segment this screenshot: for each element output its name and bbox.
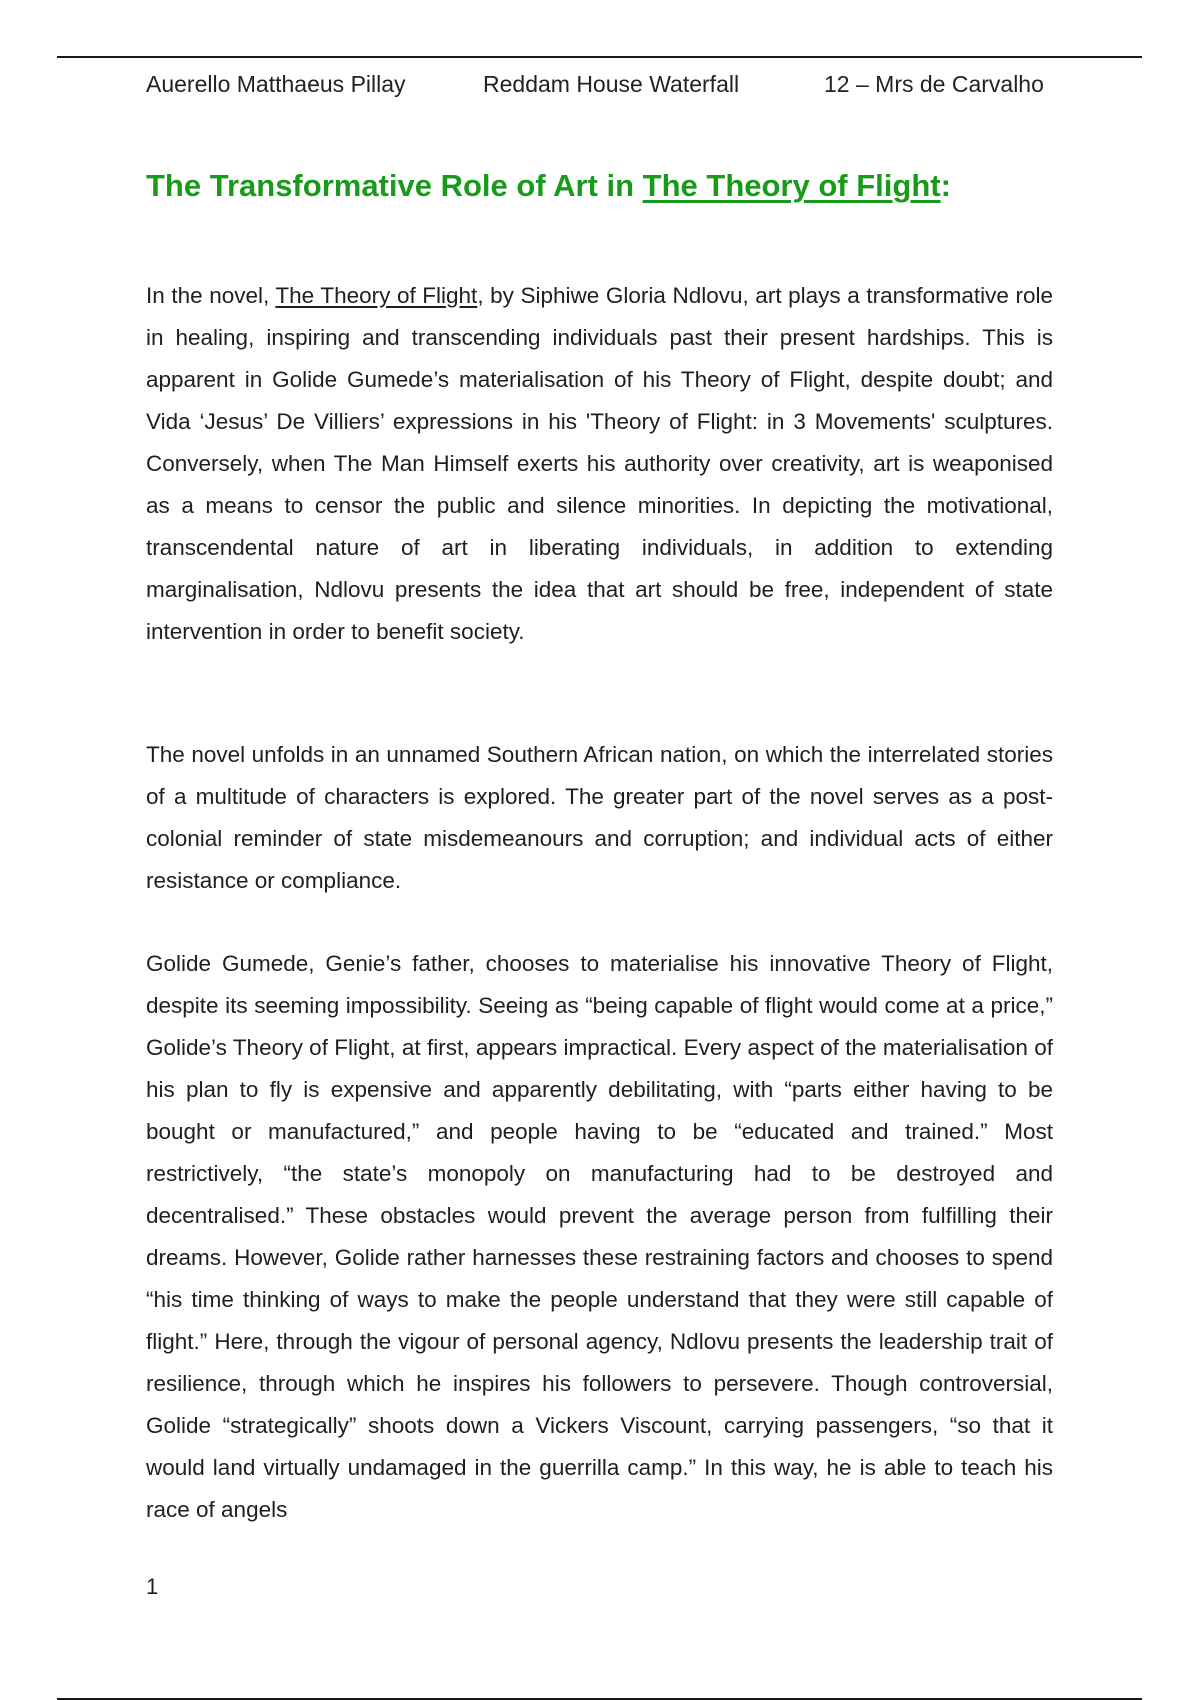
essay-title	[146, 168, 1066, 204]
title-prefix: The Transformative Role of Art in	[146, 168, 643, 203]
p1-book-title: The Theory of Flight	[275, 283, 478, 308]
paragraph-context: The novel unfolds in an unnamed Southern African nation, on which the interrelated stories of a multitude of characters is explored. The greater part of the novel serves as a post-colonial reminder of state misdemeanours and corruption; and individual acts of either resistance or compliance.	[146, 742, 1053, 893]
paragraph-golide: Golide Gumede, Genie’s father, chooses to materialise his innovative Theory of Flight, despite its seeming impossibility. Seeing as “being capable of flight would come at a price,” Golide’s Theory of Flight, at first, appears impractical. Every aspect of the materialisation of his plan to fly is expensive and apparently debilitating, with “parts either having to be bought or manufactured,” and people having to be “educated and trained.” Most restrictively, “the state’s monopoly on manufacturing had to be destroyed and decentralised.” These obstacles would prevent the average person from fulfilling their dreams. However, Golide rather harnesses these restraining factors and chooses to spend “his time thinking of ways to make the people understand that they were still capable of flight.” Here, through the vigour of personal agency, Ndlovu presents the leadership trait of resilience, through which he inspires his followers to persevere. Though controversial, Golide “strategically” shoots down a Vickers Viscount, carrying passengers, “so that it would land virtually undamaged in the guerrilla camp.” In this way, he is able to teach his race of angels	[146, 951, 1053, 1522]
page-header	[146, 71, 1056, 101]
p1-lead: In the novel,	[146, 283, 276, 308]
header-author: Auerello Matthaeus Pillay	[146, 71, 406, 97]
header-school: Reddam House Waterfall	[483, 71, 740, 97]
p1-rest: , by Siphiwe Gloria Ndlovu, art plays a transformative role in healing, inspiring and transcending individuals past their present hardships. This is apparent in Golide Gumede’s materialisation of his Theory of Flight, despite doubt; and Vida ‘Jesus’ De Villiers’ expressions in his 'Theory of Flight: in 3 Movements' sculptures. Conversely, when The Man Himself exerts his authority over creativity, art is weaponised as a means to censor the public and silence minorities. In depicting the motivational, transcendental nature of art in liberating individuals, in addition to extending marginalisation, Ndlovu presents the idea that art should be free, independent of state intervention in order to benefit society.	[146, 283, 1053, 644]
title-suffix: :	[940, 168, 951, 203]
page-number: 1	[146, 1574, 159, 1599]
paragraph-introduction	[146, 275, 1053, 653]
title-book-name: The Theory of Flight	[642, 168, 941, 203]
header-rule	[57, 56, 1142, 58]
header-class: 12 – Mrs de Carvalho	[824, 71, 1044, 97]
